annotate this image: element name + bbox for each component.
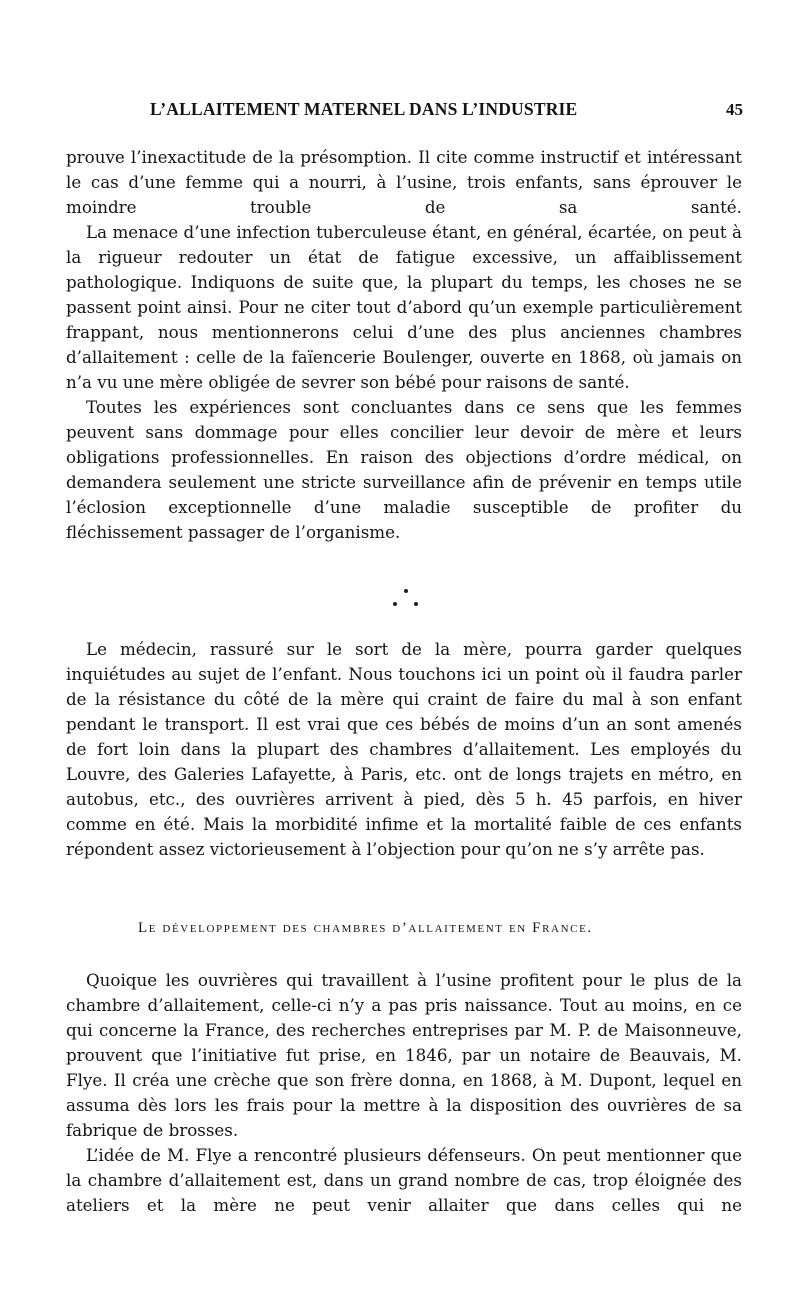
paragraph: Quoique les ouvrières qui travaillent à l’usine profitent pour le plus de la chambre d’allaitement, celle-ci n’y a pas pris naissance. Tout au moins, en ce qui concerne la France, des recherches entreprises par M. P. de Maisonneuve, prouvent que l’initiative fut prise, en 1846, par un notaire de Beauvais, M. Flye. Il créa une crèche que son frère donna, en 1868, à M. Dupont, lequel en assuma dès lors les frais pour la mettre à la disposition des ouvrières de sa fabrique de brosses. <box>66 970 742 1140</box>
paragraph: Le médecin, rassuré sur le sort de la mère, pourra garder quelques inquiétudes au sujet de l’enfant. Nous touchons ici un point où il faudra parler de la résistance du côté de la mère qui craint de faire du mal à son enfant pendant le transport. Il est vrai que ces bébés de moins d’un an sont amenés de fort loin dans la plupart des chambres d’allaitement. Les employés du Louvre, des Galeries Lafayette, à Paris, etc. ont de longs trajets en métro, en autobus, etc., des ouvrières arrivent à pied, dès 5 h. 45 parfois, en hiver comme en été. Mais la morbidité infime et la mortalité faible de ces enfants répondent assez victorieusement à l’objection pour qu’on ne s’y arrête pas. <box>66 639 742 859</box>
text-block-middle <box>66 637 742 862</box>
page-number: 45 <box>726 100 743 119</box>
running-title: L’ALLAITEMENT MATERNEL DANS L’INDUSTRIE <box>150 99 578 119</box>
paragraph: La menace d’une infection tuberculeuse étant, en général, écartée, on peut à la rigueur redouter un état de fatigue excessive, un affaiblissement pathologique. Indiquons de suite que, la plupart du temps, les choses ne se passent point ainsi. Pour ne citer tout d’abord qu’un exemple particulièrement frappant, nous mentionnerons celui d’une des plus anciennes chambres d’allaitement : celle de la faïencerie Boulenger, ouverte en 1868, où jamais on n’a vu une mère obligée de sevrer son bébé pour raisons de santé. <box>66 222 742 392</box>
paragraph: Toutes les expériences sont concluantes dans ce sens que les femmes peuvent sans dommage pour elles concilier leur devoir de mère et leurs obligations professionnelles. En raison des objections d’ordre médical, on demandera seulement une stricte surveillance afin de prévenir en temps utile l’éclosion exceptionnelle d’une maladie susceptible de profiter du fléchissement passager de l’organisme. <box>66 397 742 542</box>
text-block-top <box>66 145 742 545</box>
section-heading: Le développement des chambres d’allaitement en France. <box>138 920 593 936</box>
paragraph: prouve l’inexactitude de la présomption. Il cite comme instructif et intéressant le cas d’une femme qui a nourri, à l’usine, trois enfants, sans éprouver le moindre trouble de sa santé. <box>66 147 742 217</box>
asterism-separator <box>386 585 426 615</box>
paragraph: L’idée de M. Flye a rencontré plusieurs défenseurs. On peut mentionner que la chambre d’allaitement est, dans un grand nombre de cas, trop éloignée des ateliers et la mère ne peut venir allaiter que dans celles qui ne <box>66 1145 742 1215</box>
text-block-bottom <box>66 968 742 1218</box>
